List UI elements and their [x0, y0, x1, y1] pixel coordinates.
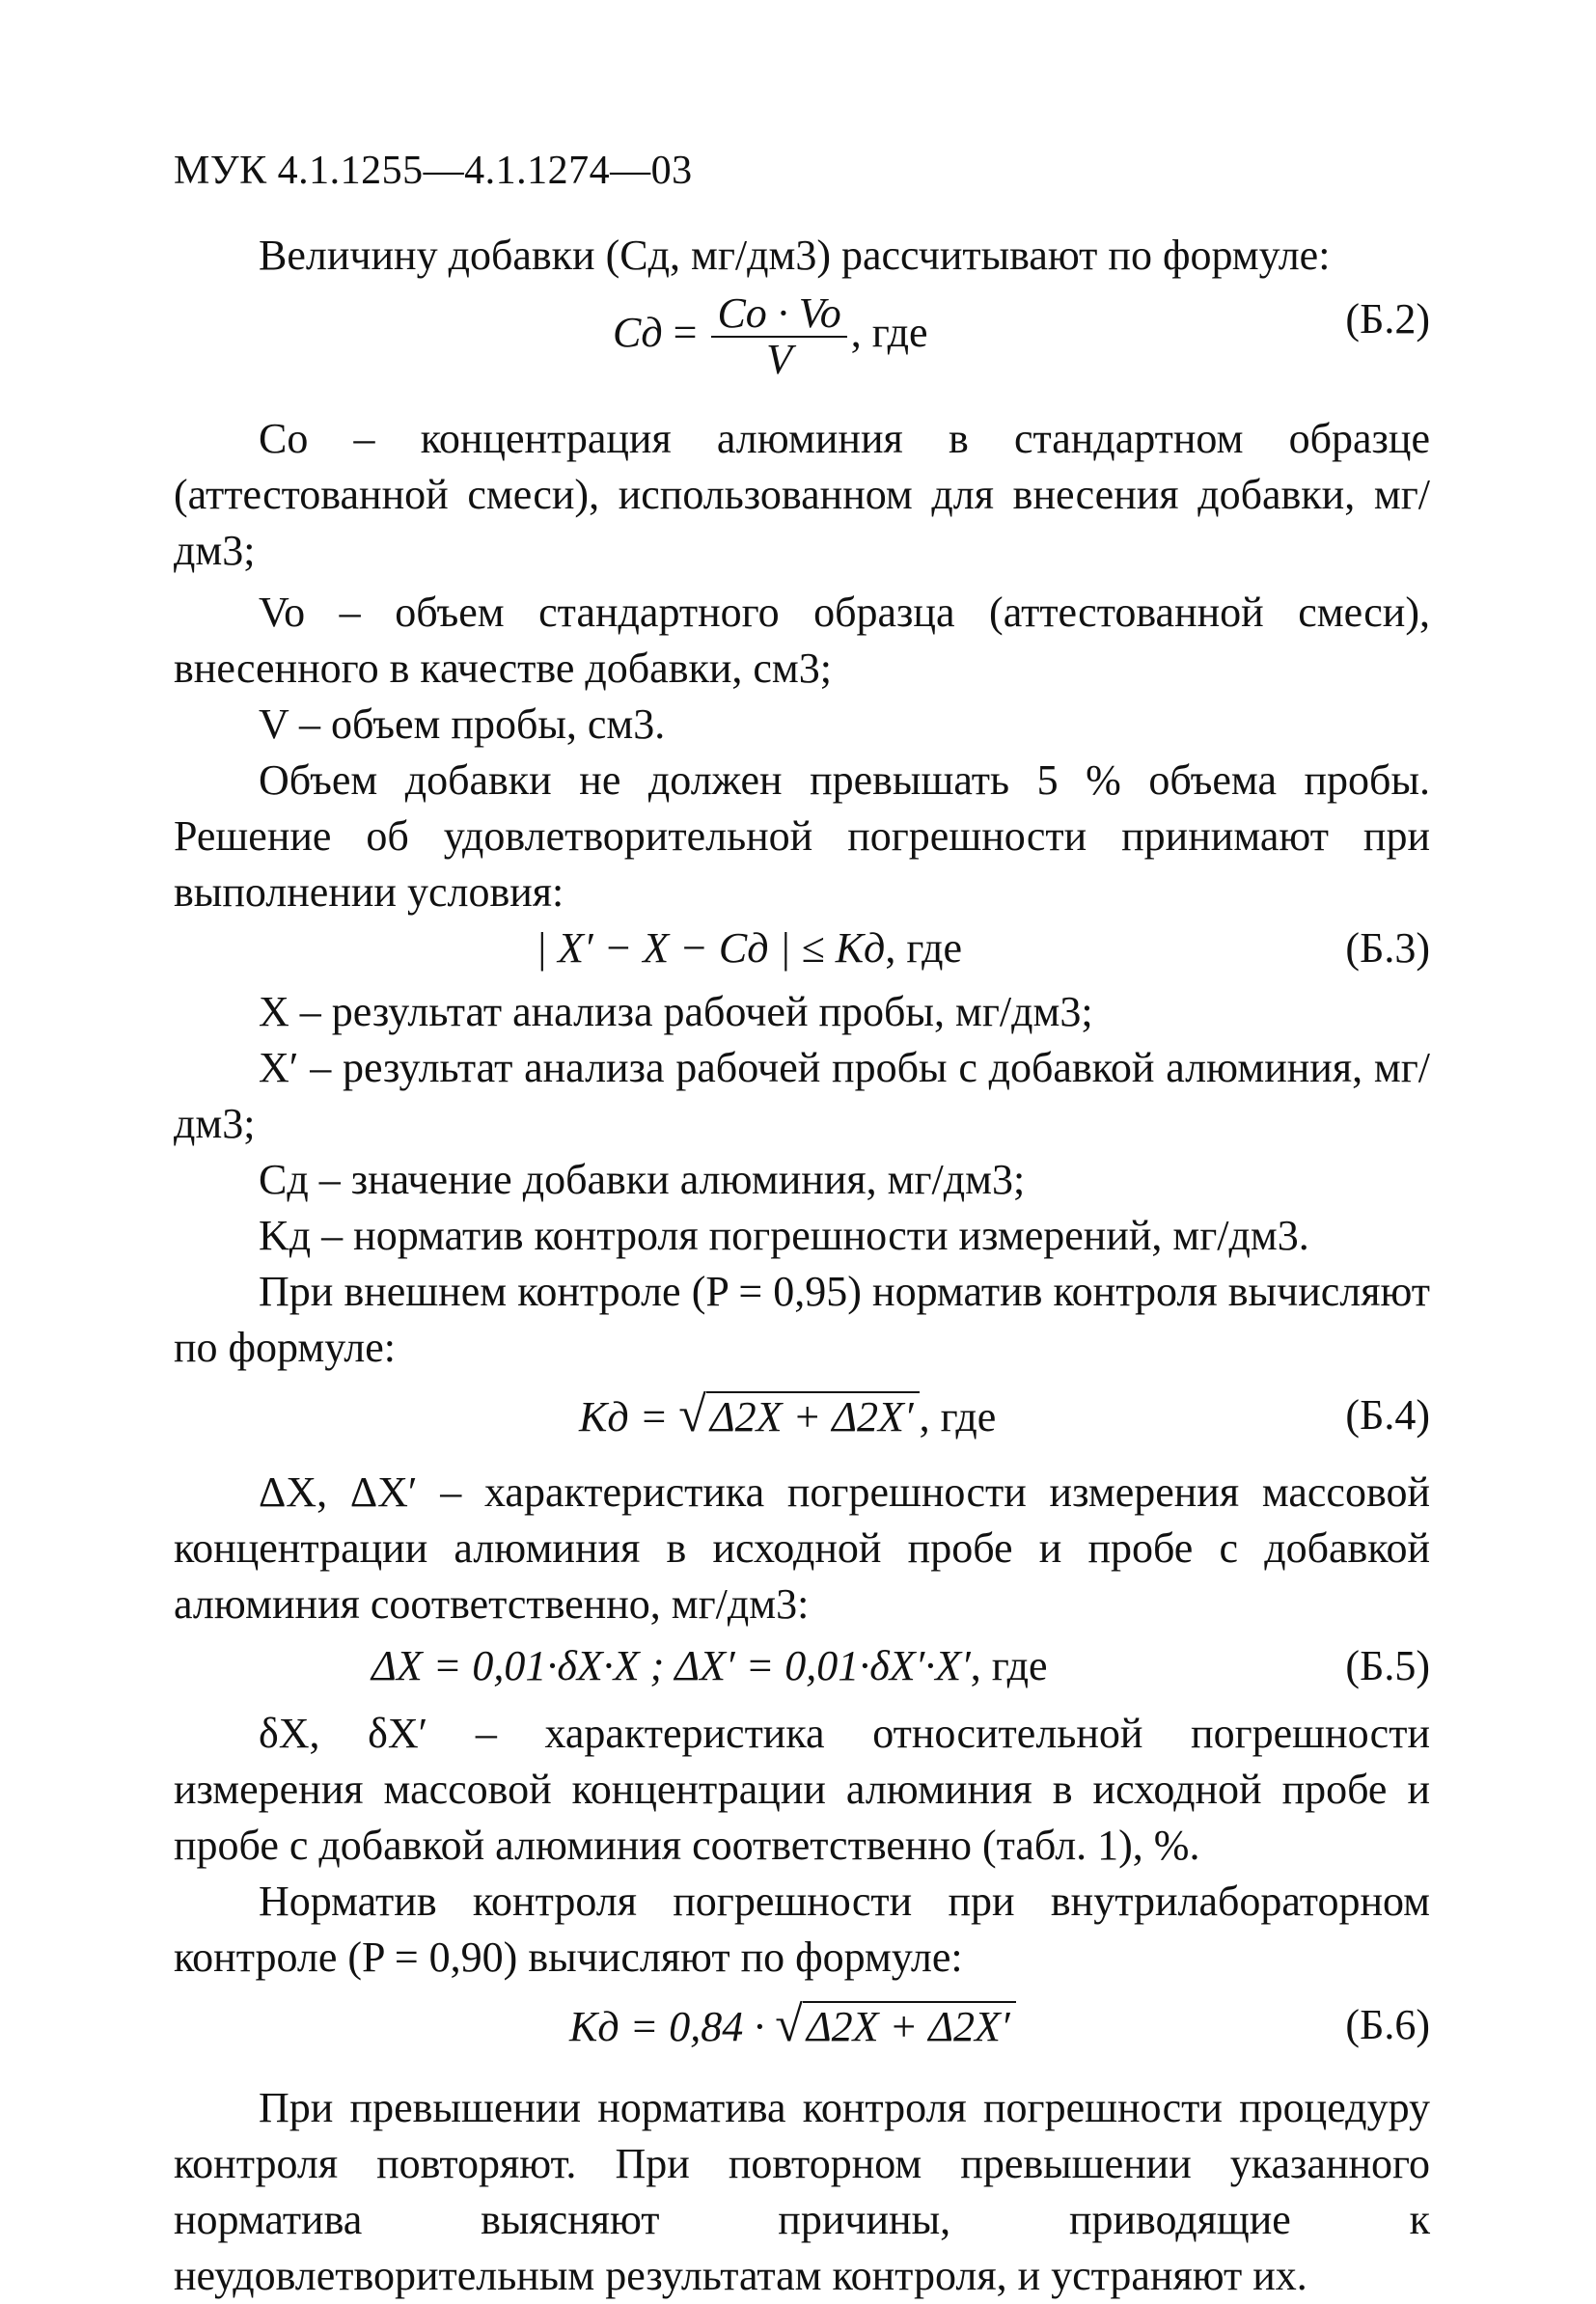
formula-b2: [174, 289, 1430, 383]
definition-delta-relative: δX, δX′ – характеристика относительной погрешности измерения массовой концентрации алюминия в исходной пробе и пробе с добавкой алюминия соответственно (табл. 1), %.: [174, 1710, 1430, 1869]
sqrt-icon: √: [678, 1387, 706, 1442]
definition-x-prime: X′ – результат анализа рабочей пробы с добавкой алюминия, мг/дм3;: [174, 1044, 1430, 1147]
formula-b4-lhs: Kд =: [579, 1393, 669, 1440]
formula-b2-eq: =: [673, 309, 698, 357]
formula-b3-number: (Б.3): [1345, 924, 1430, 972]
formula-b6-radicand: Δ2X + Δ2X′: [803, 2001, 1016, 2051]
definition-cd: Cд – значение добавки алюминия, мг/дм3;: [259, 1156, 1026, 1203]
formula-b2-numerator: Co · Vo: [711, 291, 846, 338]
formula-b4: [174, 1387, 1430, 1465]
intro-paragraph: Величину добавки (Cд, мг/дм3) рассчитывают по формуле:: [259, 232, 1331, 279]
formula-b5: [174, 1638, 1430, 1706]
definition-kd: Kд – норматив контроля погрешности измерений, мг/дм3.: [259, 1212, 1309, 1259]
paragraph-external-control: При внешнем контроле (P = 0,95) норматив контроля вычисляют по формуле:: [174, 1268, 1430, 1371]
definition-co: Co – концентрация алюминия в стандартном образце (аттестованной смеси), использованном для внесения добавки, мг/дм3;: [174, 415, 1430, 574]
document-body: [174, 228, 1430, 2304]
paragraph-volume: Объем добавки не должен превышать 5 % объема пробы. Решение об удовлетворительной погрешности принимают при выполнении условия:: [174, 756, 1430, 916]
definition-v: V – объем пробы, см3.: [259, 700, 666, 748]
definition-vo: Vo – объем стандартного образца (аттестованной смеси), внесенного в качестве добавки, см3;: [174, 589, 1430, 692]
formula-b2-suffix: , где: [850, 309, 928, 357]
formula-b2-number: (Б.2): [1345, 295, 1430, 343]
formula-b6-number: (Б.6): [1345, 2001, 1430, 2048]
document-page: [174, 0, 1430, 2299]
definition-delta: ΔX, ΔX′ – характеристика погрешности измерения массовой концентрации алюминия в исходной пробе и пробе с добавкой алюминия соответственно, мг/дм3:: [174, 1468, 1430, 1628]
formula-b5-suffix: , где: [970, 1642, 1048, 1689]
formula-b6: [174, 1997, 1430, 2080]
formula-b2-lhs: Cд: [613, 309, 663, 357]
formula-b3-suffix: , где: [885, 924, 963, 972]
formula-b4-number: (Б.4): [1345, 1391, 1430, 1439]
formula-b5-number: (Б.5): [1345, 1642, 1430, 1689]
sqrt-icon: √: [775, 1997, 803, 2052]
formula-b5-expr: ΔX = 0,01·δX·X ; ΔX′ = 0,01·δX′·X′: [371, 1642, 971, 1689]
formula-b4-suffix: , где: [919, 1393, 997, 1440]
document-header: МУК 4.1.1255—4.1.1274—03: [174, 149, 693, 193]
formula-b6-lhs: Kд = 0,84 ·: [569, 2003, 765, 2050]
formula-b2-denominator: V: [766, 336, 793, 383]
formula-b4-radicand: Δ2X + Δ2X′: [706, 1391, 920, 1441]
paragraph-final: При превышении норматива контроля погрешности процедуру контроля повторяют. При повторном превышении указанного норматива выясняют причины, приводящие к неудовлетворительным результатам контроля, и устраняют их.: [174, 2084, 1430, 2299]
definition-x: X – результат анализа рабочей пробы, мг/дм3;: [259, 988, 1093, 1035]
formula-b3-expr: | X′ − X − Cд | ≤ Kд: [536, 924, 886, 972]
formula-b3: [174, 920, 1430, 984]
paragraph-internal-control: Норматив контроля погрешности при внутрилабораторном контроле (P = 0,90) вычисляют по формуле:: [174, 1878, 1430, 1981]
formula-b2-fraction: [711, 291, 846, 382]
